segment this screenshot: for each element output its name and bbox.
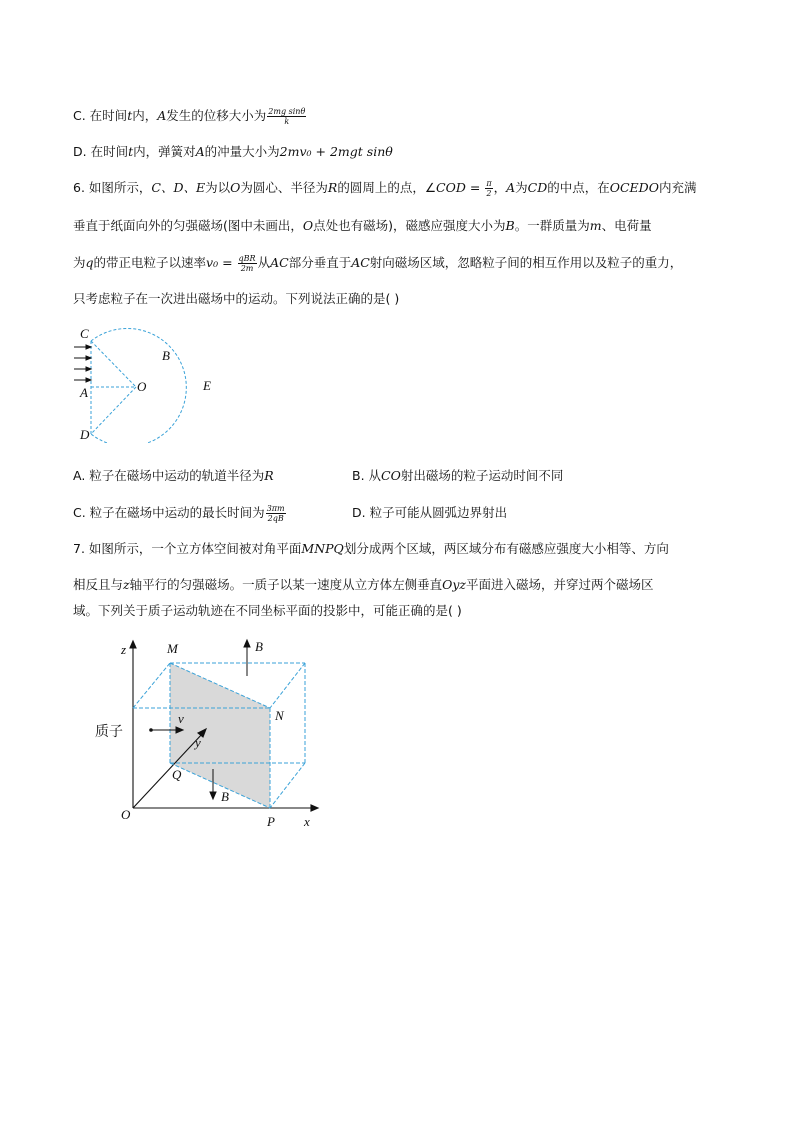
label-m: M xyxy=(167,641,178,656)
label-y: y xyxy=(195,735,201,750)
label-a: A xyxy=(80,385,88,400)
q5-option-d: D. 在时间t内，弹簧对A的冲量大小为2mv₀ + 2mgt sinθ xyxy=(73,144,393,159)
q7-stem-line-1: 7. 如图所示，一个立方体空间被对角平面MNPQ划分成两个区域，两区域分布有磁感应强度大小相等、方向 xyxy=(73,541,669,556)
q6-figure xyxy=(60,318,230,443)
label-e: E xyxy=(203,378,211,393)
segment-co xyxy=(91,341,136,387)
label-n: N xyxy=(275,708,284,723)
label-b-top: B xyxy=(255,639,263,654)
incident-particle-arrows xyxy=(74,345,91,382)
label-o: O xyxy=(121,807,131,822)
q6-stem-line-2: 垂直于纸面向外的匀强磁场(图中未画出，O点处也有磁场)，磁感应强度大小为B。一群质量为m、电荷量 xyxy=(73,218,652,233)
q6-stem-line-1: 6. 如图所示，C、D、E为以O为圆心、半径为R的圆周上的点，∠COD = $\frac{\pi}{2}$ ，A为CD的中点，在OCEDO内充满 xyxy=(73,179,697,198)
label-v: v xyxy=(178,711,184,726)
q6-option-b[interactable]: B. 从CO射出磁场的粒子运动时间不同 xyxy=(352,468,564,483)
label-d: D xyxy=(80,427,90,442)
label-b-bottom: B xyxy=(221,789,229,804)
label-proton: 质子 xyxy=(95,724,123,740)
q6-option-d[interactable]: D. 粒子可能从圆弧边界射出 xyxy=(352,505,508,520)
q7-stem-line-2: 相反且与z轴平行的匀强磁场。一质子以某一速度从立方体左侧垂直Oyz平面进入磁场，并穿过两个磁场区 xyxy=(73,577,654,592)
fraction: $\frac{\text{2mg sinθ}}{k}$ xyxy=(268,107,306,126)
label-b: B xyxy=(162,348,170,363)
plane-mnpq xyxy=(170,663,270,808)
q7-figure xyxy=(85,632,335,832)
segment-od xyxy=(91,387,136,434)
label-q: Q xyxy=(172,767,182,782)
q5-option-c: C. 在时间t内，A发生的位移大小为 $\frac{\text{2mg sinθ}}{k}$ xyxy=(73,107,306,126)
label-x: x xyxy=(304,814,310,829)
q7-stem-line-3: 域。下列关于质子运动轨迹在不同坐标平面的投影中，可能正确的是( ) xyxy=(73,603,462,618)
label-p: P xyxy=(267,814,275,829)
q6-stem-line-3: 为q的带正电粒子以速率v₀ = $\frac{\text{qBR}}{2m}$ 从AC部分垂直于AC射向磁场区域，忽略粒子间的相互作用以及粒子的重力， xyxy=(73,254,683,273)
q6-stem-line-4: 只考虑粒子在一次进出磁场中的运动。下列说法正确的是( ) xyxy=(73,291,400,306)
label-c: C xyxy=(80,326,89,341)
q6-option-a[interactable]: A. 粒子在磁场中运动的轨道半径为R xyxy=(73,468,274,483)
proton-dot xyxy=(149,728,153,732)
label-o: O xyxy=(137,379,147,394)
label-z: z xyxy=(121,642,127,657)
q6-option-c[interactable]: C. 粒子在磁场中运动的最长时间为 $\frac{3\pi m}{2qB}$ xyxy=(73,504,285,523)
